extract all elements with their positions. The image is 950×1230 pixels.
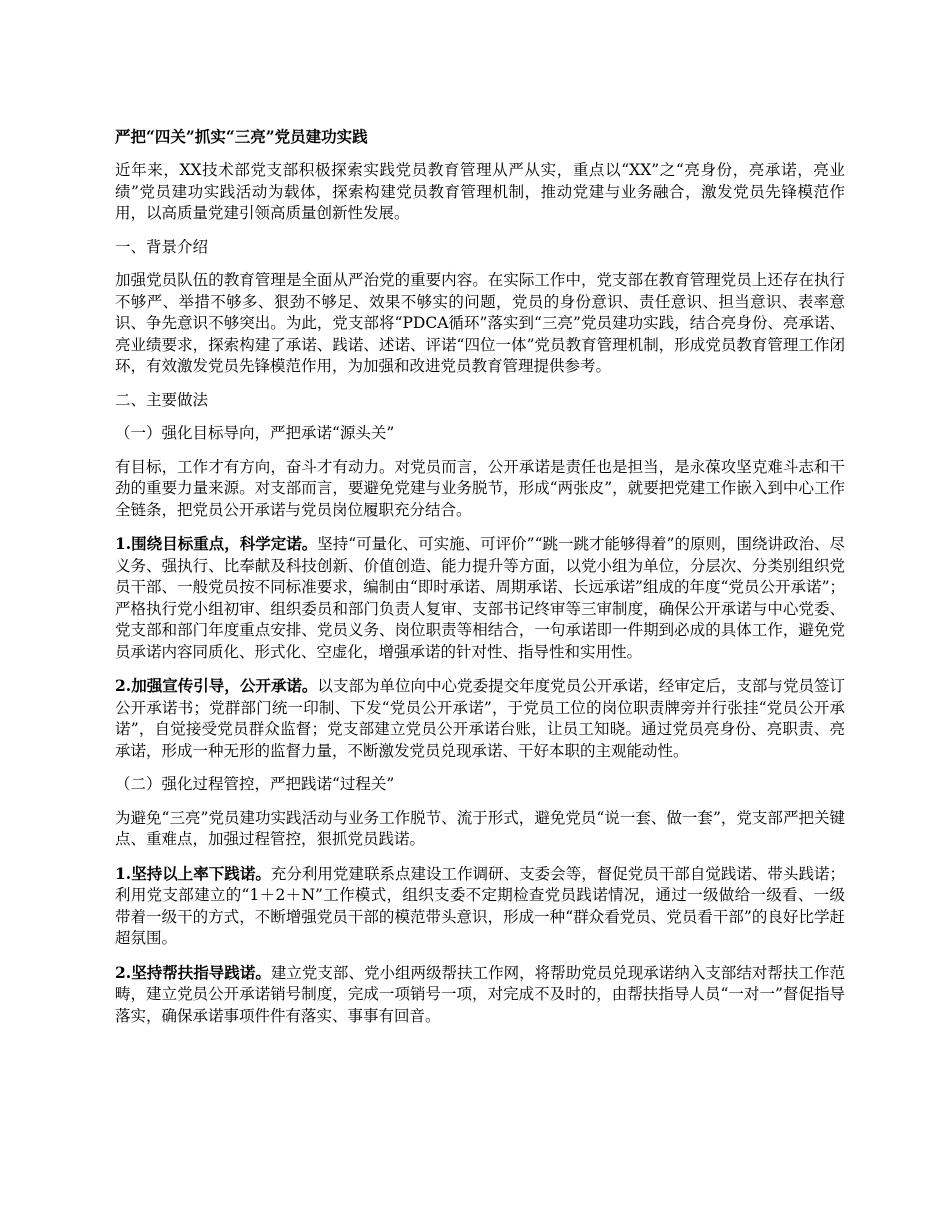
section-2-heading: 二、主要做法	[115, 390, 209, 409]
subsection-1-body: 有目标，工作才有方向，奋斗才有动力。对党员而言，公开承诺是责任也是担当，是永葆攻坚克难斗志和干劲的重要力量来源。对支部而言，要避免党建与业务脱节，形成“两张皮”，就要把党建工作嵌入到中心工作全链条，把党员公开承诺与党员岗位履职充分结合。	[115, 457, 845, 519]
item-lead: 2.坚持帮扶指导践诺。	[115, 962, 271, 982]
subsection-1-heading: （一）强化目标导向，严把承诺“源头关”	[115, 424, 395, 442]
subsection-2-item-2	[115, 962, 845, 1028]
subsection-1-item-2	[115, 675, 845, 762]
document-title: 严把“四关”抓实“三亮”党员建功实践	[115, 127, 368, 146]
item-lead: 1.坚持以上率下践诺。	[115, 863, 271, 883]
item-body: 以支部为单位向中心党委提交年度党员公开承诺，经审定后，支部与党员签订公开承诺书；党群部门统一印制、下发“党员公开承诺”，于党员工位的岗位职责牌旁并行张挂“党员公开承诺”，自觉接受党员群众监督；党支部建立党员公开承诺台账，让员工知晓。通过党员亮身份、亮职责、亮承诺，形成一种无形的监督力量，不断激发党员兑现承诺、干好本职的主观能动性。	[115, 677, 845, 760]
document-page	[115, 126, 845, 1039]
item-lead: 2.加强宣传引导，公开承诺。	[115, 676, 318, 695]
item-body: 建立党支部、党小组两级帮扶工作网，将帮助党员兑现承诺纳入支部结对帮扶工作范畴，建立党员公开承诺销号制度，完成一项销号一项，对完成不及时的，由帮扶指导人员“一对一”督促指导落实，确保承诺事项件件有落实、事事有回音。	[115, 963, 845, 1025]
subsection-2-heading: （二）强化过程管控，严把践诺“过程关”	[115, 775, 395, 793]
item-body: 坚持“可量化、可实施、可评价”“跳一跳才能够得着”的原则，围绕讲政治、尽义务、强执行、比奉献及科技创新、价值创造、能力提升等方面，以党小组为单位，分层次、分类别组织党员干部、一般党员按不同标准要求，编制由“即时承诺、周期承诺、长远承诺”组成的年度“党员公开承诺”；严格执行党小组初审、组织委员和部门负责人复审、支部书记终审等三审制度，确保公开承诺与中心党委、党支部和部门年度重点安排、党员义务、岗位职责等相结合，一句承诺即一件期到必成的具体工作，避免党员承诺内容同质化、形式化、空虚化，增强承诺的针对性、指导性和实用性。	[115, 535, 845, 661]
intro-paragraph: 近年来，XX技术部党支部积极探索实践党员教育管理从严从实，重点以“XX”之“亮身份，亮承诺，亮业绩”党员建功实践活动为载体，探索构建党员教育管理机制，推动党建与业务融合，激发党员先锋模范作用，以高质量党建引领高质量创新性发展。	[115, 161, 845, 222]
subsection-1-item-1	[115, 533, 845, 663]
section-1-body: 加强党员队伍的教育管理是全面从严治党的重要内容。在实际工作中，党支部在教育管理党员上还存在执行不够严、举措不够多、狠劲不够足、效果不够实的问题，党员的身份意识、责任意识、担当意识、表率意识、争先意识不够突出。为此，党支部将“PDCA循环”落实到“三亮”党员建功实践，结合亮身份、亮承诺、亮业绩要求，探索构建了承诺、践诺、述诺、评诺“四位一体”党员教育管理机制，形成党员教育管理工作闭环，有效激发党员先锋模范作用，为加强和改进党员教育管理提供参考。	[115, 271, 845, 375]
item-body: 充分利用党建联系点建设工作调研、支委会等，督促党员干部自觉践诺、带头践诺；利用党支部建立的“1＋2＋N”工作模式，组织支委不定期检查党员践诺情况，通过一级做给一级看、一级带着一级干的方式，不断增强党员干部的模范带头意识，形成一种“群众看党员、党员看干部”的良好比学赶超氛围。	[115, 864, 845, 947]
section-1-heading: 一、背景介绍	[115, 237, 209, 256]
subsection-2-item-1	[115, 863, 845, 950]
item-lead: 1.围绕目标重点，科学定诺。	[115, 534, 318, 553]
subsection-2-body: 为避免“三亮”党员建功实践活动与业务工作脱节、流于形式，避免党员“说一套、做一套”，党支部严把关键点、重难点，加强过程管控，狠抓党员践诺。	[115, 808, 845, 848]
